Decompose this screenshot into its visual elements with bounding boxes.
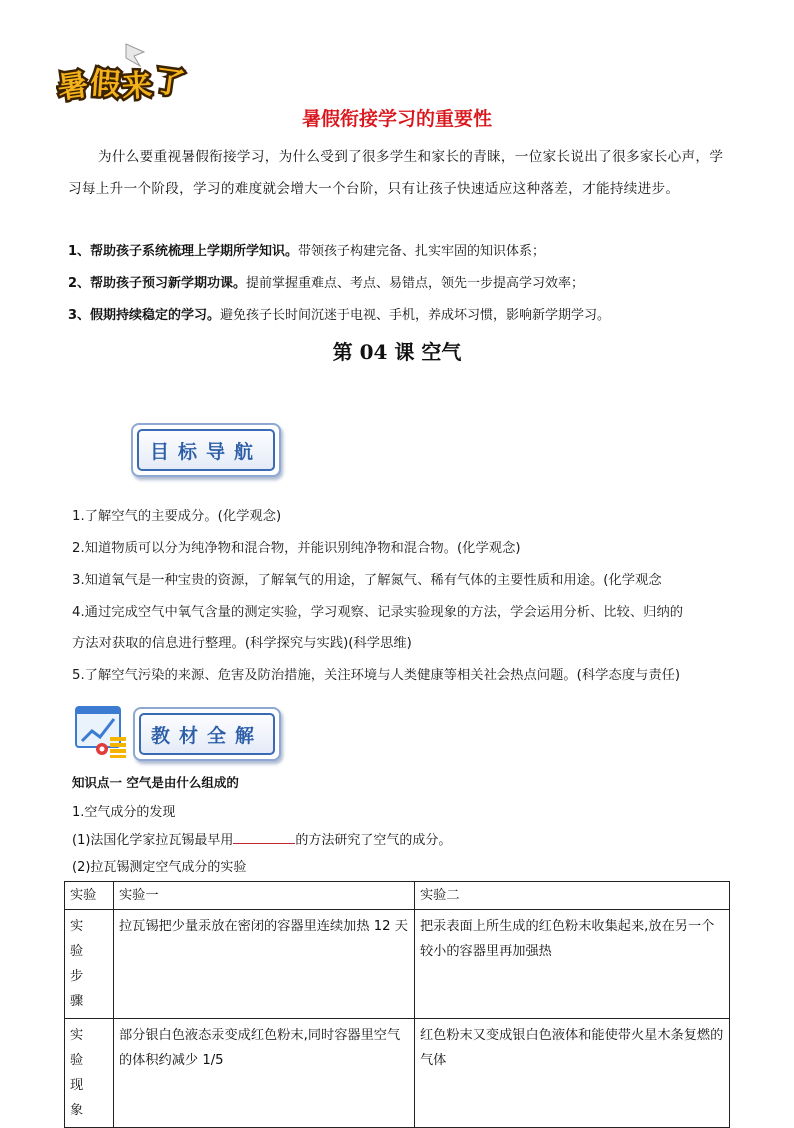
goal-item-5: 5.了解空气污染的来源、危害及防治措施，关注环境与人类健康等相关社会热点问题。(科学态度与责任) [72, 668, 681, 683]
svg-text:来: 来 [120, 67, 154, 105]
bullet-2 [68, 272, 758, 291]
bullet-1 [68, 240, 758, 259]
textbook-badge-label: 教材全解 [139, 713, 275, 755]
bullet-3-bold: 3、假期持续稳定的学习。 [68, 308, 221, 323]
goal-item-4-cont: 方法对获取的信息进行整理。(科学探究与实践)(科学思维) [72, 636, 412, 651]
svg-text:了: 了 [152, 63, 187, 103]
table-header-cell: 实验一 [114, 882, 415, 910]
table-cell: 部分银白色液态汞变成红色粉末,同时容器里空气的体积约减少 1/5 [114, 1019, 415, 1128]
lesson-title: 第 04 课 空气 [332, 340, 462, 364]
bullet-1-bold: 1、帮助孩子系统梳理上学期所学知识。 [68, 244, 299, 259]
answer-blank[interactable] [233, 831, 295, 844]
bullet-2-text: 提前掌握重难点、考点、易错点，领先一步提高学习效率； [246, 276, 585, 291]
bullet-3 [68, 304, 758, 323]
svg-text:假: 假 [89, 65, 122, 103]
goal-item-1: 1.了解空气的主要成分。(化学观念) [72, 509, 282, 524]
goal-item-3: 3.知道氧气是一种宝贵的资源，了解氧气的用途，了解氮气、稀有气体的主要性质和用途。(化学观念 [72, 573, 662, 588]
bullet-1-text: 带领孩子构建完备、扎实牢固的知识体系； [298, 244, 546, 259]
summer-logo [56, 38, 196, 110]
fill-blank-post: 的方法研究了空气的成分。 [295, 833, 452, 848]
subheading-2: (2)拉瓦锡测定空气成分的实验 [72, 860, 247, 875]
table-row [65, 1019, 730, 1128]
row-label: 实验现象 [65, 1019, 114, 1128]
goals-badge-label: 目标导航 [137, 429, 275, 471]
table-cell: 拉瓦锡把少量汞放在密闭的容器里连续加热 12 天 [114, 910, 415, 1019]
bullet-2-bold: 2、帮助孩子预习新学期功课。 [68, 276, 247, 291]
chart-report-icon [74, 705, 132, 759]
intro-paragraph: 为什么要重视暑假衔接学习，为什么受到了很多学生和家长的青睐，一位家长说出了很多家长心声，学习每上升一个阶段，学习的难度就会增大一个台阶，只有让孩子快速适应这种落差，才能持续进步。 [68, 149, 724, 197]
table-header-row [65, 882, 730, 910]
bullet-3-text: 避免孩子长时间沉迷于电视、手机，养成坏习惯，影响新学期学习。 [220, 308, 611, 323]
fill-blank-sentence [72, 829, 451, 848]
experiment-table [64, 881, 730, 1128]
page-title: 暑假衔接学习的重要性 [301, 108, 492, 130]
table-cell: 红色粉末又变成银白色液体和能使带火星木条复燃的气体 [415, 1019, 730, 1128]
row-label: 实验步骤 [65, 910, 114, 1019]
knowledge-point-title: 知识点一 空气是由什么组成的 [72, 775, 239, 790]
fill-blank-pre: (1)法国化学家拉瓦锡最早用 [72, 833, 234, 848]
goal-item-2: 2.知道物质可以分为纯净物和混合物，并能识别纯净物和混合物。(化学观念) [72, 541, 521, 556]
textbook-badge [133, 707, 281, 761]
table-cell: 把汞表面上所生成的红色粉末收集起来,放在另一个较小的容器里再加强热 [415, 910, 730, 1019]
table-header-cell: 实验二 [415, 882, 730, 910]
svg-text:暑: 暑 [56, 67, 91, 107]
goal-item-4: 4.通过完成空气中氧气含量的测定实验，学习观察、记录实验现象的方法，学会运用分析、比较、归纳的 [72, 605, 684, 620]
goals-badge [131, 423, 281, 477]
subheading-1: 1.空气成分的发现 [72, 805, 176, 820]
table-header-cell: 实验 [65, 882, 114, 910]
table-row [65, 910, 730, 1019]
